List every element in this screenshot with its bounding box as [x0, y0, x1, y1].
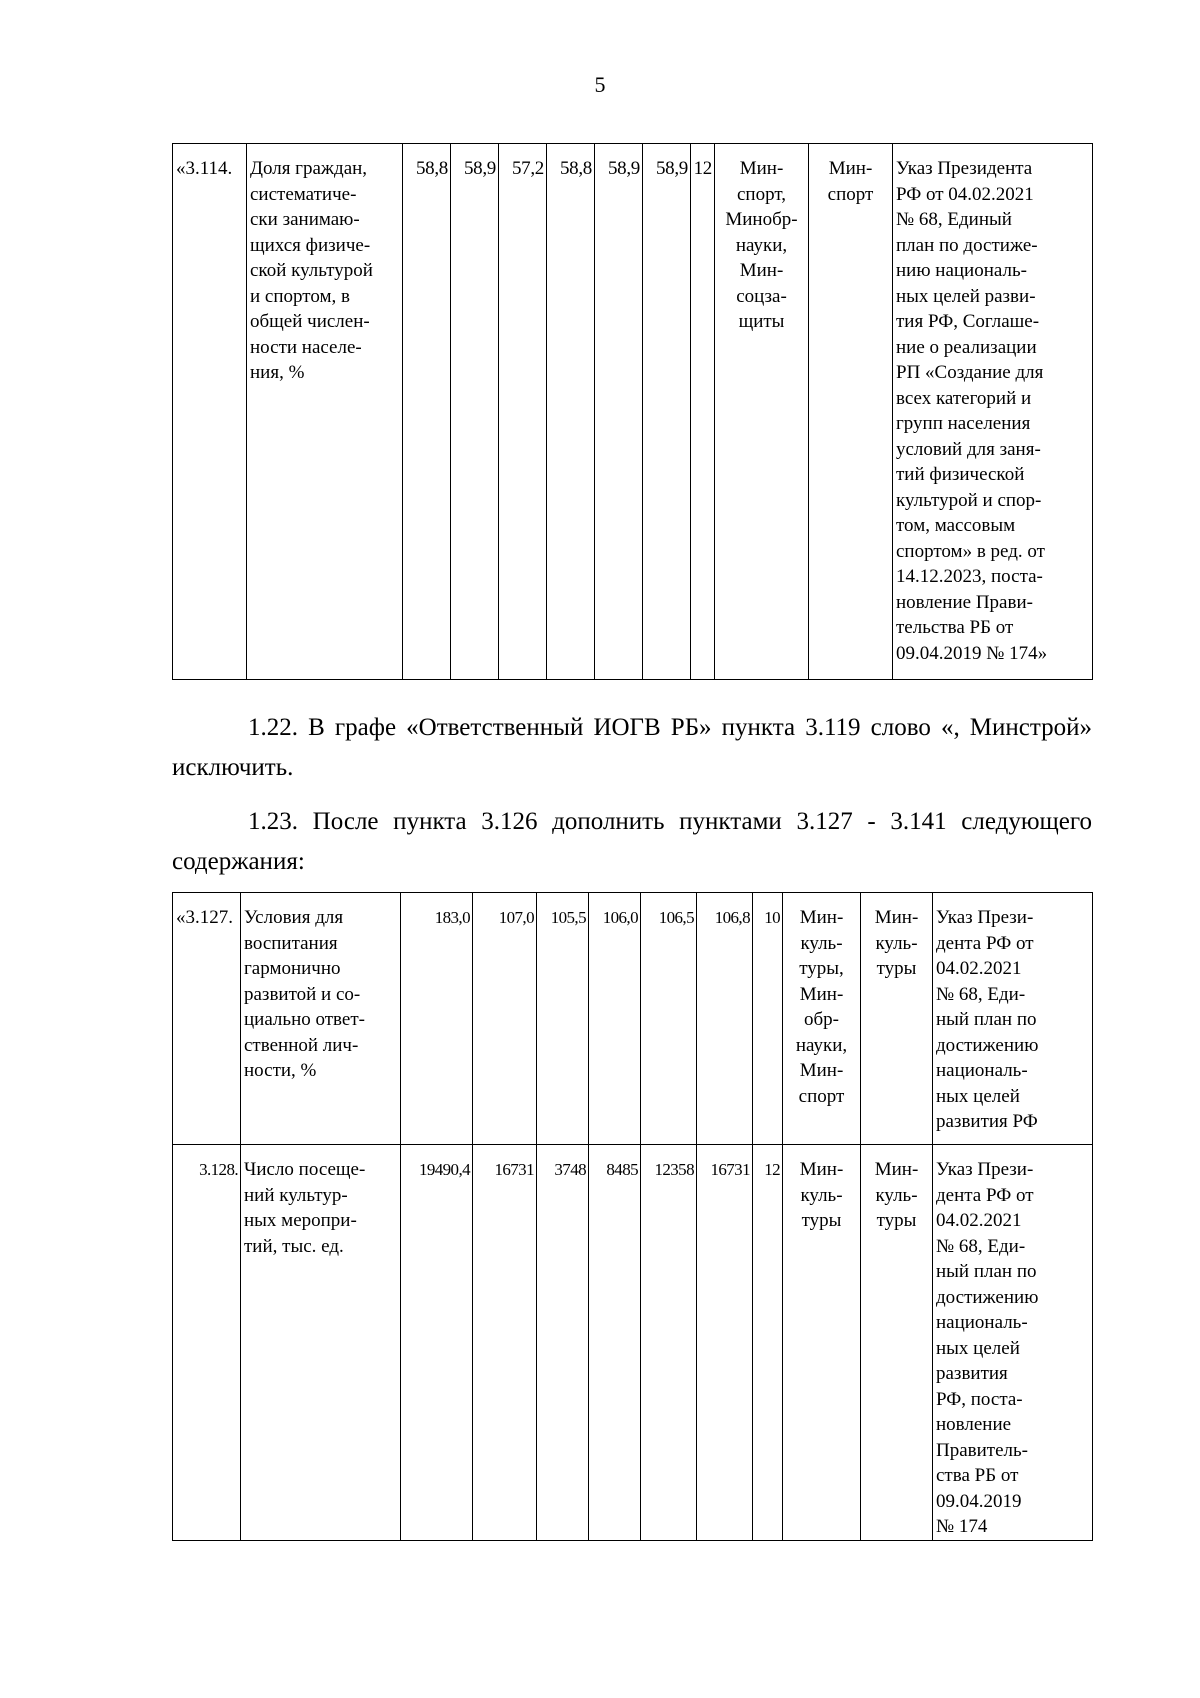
- value-cell: 107,0: [473, 893, 537, 1145]
- row-id: «3.127.: [173, 893, 241, 1145]
- value-cell: 105,5: [537, 893, 589, 1145]
- value-cell: 106,0: [589, 893, 641, 1145]
- value-cell: 58,9: [595, 144, 643, 680]
- indicator-name: Условия для воспитания гармонично развитой и со- циально ответ- ственной лич- ности, %: [241, 893, 401, 1145]
- page-number: 5: [594, 72, 606, 97]
- value-cell: 58,9: [451, 144, 499, 680]
- value-cell: 12: [691, 144, 715, 680]
- indicator-table-1: [172, 143, 1093, 680]
- value-cell: 10: [753, 893, 783, 1145]
- value-cell: 8485: [589, 1145, 641, 1541]
- value-cell: 19490,4: [401, 1145, 473, 1541]
- indicator-name: Число посеще- ний культур- ных меропри- тий, тыс. ед.: [241, 1145, 401, 1541]
- responsible-iogv: Мин- куль- туры: [861, 893, 933, 1145]
- responsible-executor: Мин- куль- туры: [783, 1145, 861, 1541]
- responsible-iogv: Мин- спорт: [809, 144, 893, 680]
- legal-basis: Указ Президента РФ от 04.02.2021 № 68, Единый план по достиже- нию националь- ных целей разви- тия РФ, Соглаше- ние о реализации РП «Создание для всех категорий и групп населения условий для заня- тий физической культурой и спор- том, массовым спортом» в ред. от 14.12.2023, поста- новление Прави- тельства РБ от 09.04.2019 № 174»: [893, 144, 1093, 680]
- value-cell: 57,2: [499, 144, 547, 680]
- table-row: [173, 893, 1093, 1145]
- value-cell: 58,8: [547, 144, 595, 680]
- value-cell: 58,9: [643, 144, 691, 680]
- value-cell: 106,5: [641, 893, 697, 1145]
- legal-basis: Указ Прези- дента РФ от 04.02.2021 № 68, Еди- ный план по достижению националь- ных целей развития РФ, поста- новление Правитель- ства РБ от 09.04.2019 № 174: [933, 1145, 1093, 1541]
- value-cell: 183,0: [401, 893, 473, 1145]
- value-cell: 106,8: [697, 893, 753, 1145]
- value-cell: 12: [753, 1145, 783, 1541]
- paragraph-1-23: 1.23. После пункта 3.126 дополнить пунктами 3.127 - 3.141 следующего содержания:: [172, 808, 1092, 875]
- responsible-executor: Мин- спорт, Минобр- науки, Мин- соцза- щиты: [715, 144, 809, 680]
- table-row: [173, 1145, 1093, 1541]
- legal-basis: Указ Прези- дента РФ от 04.02.2021 № 68, Еди- ный план по достижению националь- ных целей развития РФ: [933, 893, 1093, 1145]
- responsible-executor: Мин- куль- туры, Мин- обр- науки, Мин- спорт: [783, 893, 861, 1145]
- paragraph-1-22: 1.22. В графе «Ответственный ИОГВ РБ» пункта 3.119 слово «, Минстрой» исключить.: [172, 714, 1092, 781]
- value-cell: 16731: [697, 1145, 753, 1541]
- row-id: «3.114.: [173, 144, 247, 680]
- value-cell: 12358: [641, 1145, 697, 1541]
- value-cell: 3748: [537, 1145, 589, 1541]
- value-cell: 16731: [473, 1145, 537, 1541]
- indicator-name: Доля граждан, систематиче- ски занимаю- щихся физиче- ской культурой и спортом, в общей числен- ности населе- ния, %: [247, 144, 403, 680]
- responsible-iogv: Мин- куль- туры: [861, 1145, 933, 1541]
- table-row: [173, 144, 1093, 680]
- indicator-table-2: [172, 892, 1093, 1541]
- row-id: 3.128.: [173, 1145, 241, 1541]
- value-cell: 58,8: [403, 144, 451, 680]
